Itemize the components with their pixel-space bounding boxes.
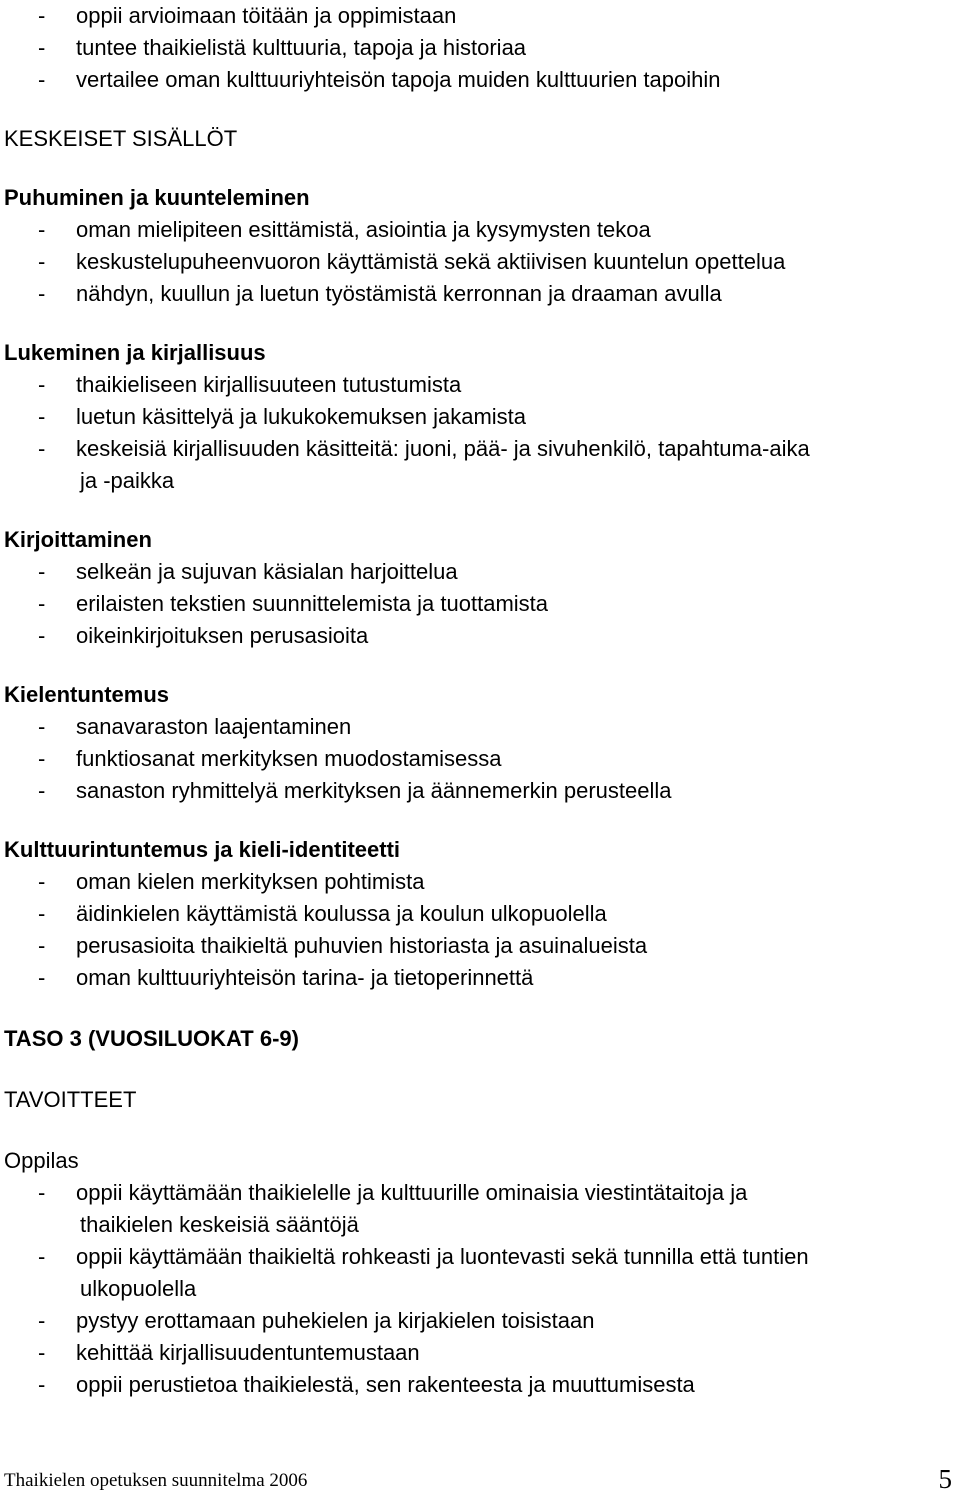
list-dash: -	[38, 559, 46, 584]
list-item-text: oppii perustietoa thaikielestä, sen rakenteesta ja muuttumisesta	[76, 1372, 695, 1397]
spacer	[4, 1055, 954, 1084]
section-title-language: Kielentuntemus	[4, 682, 170, 707]
list-item-text: oppii arvioimaan töitään ja oppimistaan	[76, 3, 457, 28]
level-heading: TASO 3 (VUOSILUOKAT 6-9)	[4, 1026, 299, 1051]
list-dash: -	[38, 591, 46, 616]
list-item-text: oppii käyttämään thaikieltä rohkeasti ja luontevasti sekä tunnilla että tuntien	[76, 1244, 809, 1269]
list-item	[4, 32, 954, 64]
spacer	[4, 155, 954, 182]
list-dash: -	[38, 281, 46, 306]
section-title-speaking: Puhuminen ja kuunteleminen	[4, 185, 310, 210]
list-item-text: selkeän ja sujuvan käsialan harjoittelua	[76, 559, 458, 584]
list-dash: -	[38, 35, 46, 60]
list-item-text: perusasioita thaikieltä puhuvien historiasta ja asuinalueista	[76, 933, 648, 958]
content-heading: KESKEISET SISÄLLÖT	[4, 126, 238, 151]
list-item	[4, 930, 954, 962]
list-dash: -	[38, 217, 46, 242]
spacer	[4, 652, 954, 679]
list-item	[4, 898, 954, 930]
list-item-text: oman kielen merkityksen pohtimista	[76, 869, 425, 894]
footer-page-number: 5	[938, 1464, 952, 1494]
list-item	[4, 1369, 954, 1401]
list-item-text: keskeisiä kirjallisuuden käsitteitä: juoni, pää- ja sivuhenkilö, tapahtuma-aika	[76, 436, 810, 461]
list-item	[4, 620, 954, 652]
list-dash: -	[38, 901, 46, 926]
list-item	[4, 433, 954, 465]
list-dash: -	[38, 249, 46, 274]
list-item-text: tuntee thaikielistä kulttuuria, tapoja ja historiaa	[76, 35, 527, 60]
list-item-text: äidinkielen käyttämistä koulussa ja koulun ulkopuolella	[76, 901, 607, 926]
list-dash: -	[38, 965, 46, 990]
list-item-text: thaikieliseen kirjallisuuteen tutustumista	[76, 372, 462, 397]
list-dash: -	[38, 404, 46, 429]
list-item	[4, 214, 954, 246]
list-item-text: nähdyn, kuullun ja luetun työstämistä kerronnan ja draaman avulla	[76, 281, 722, 306]
list-item-text: luetun käsittelyä ja lukukokemuksen jakamista	[76, 404, 527, 429]
list-item	[4, 1177, 954, 1209]
list-item	[4, 1305, 954, 1337]
list-item	[4, 588, 954, 620]
list-item	[4, 556, 954, 588]
list-dash: -	[38, 869, 46, 894]
list-item-text: sanavaraston laajentaminen	[76, 714, 352, 739]
list-item-text: funktiosanat merkityksen muodostamisessa	[76, 746, 502, 771]
list-item-text: oppii käyttämään thaikielelle ja kulttuurille ominaisia viestintätaitoja ja	[76, 1180, 748, 1205]
page-content	[4, 0, 954, 1401]
goals-heading: TAVOITTEET	[4, 1087, 137, 1112]
list-item-text: kehittää kirjallisuudentuntemustaan	[76, 1340, 420, 1365]
spacer	[4, 807, 954, 834]
section-title-culture: Kulttuurintuntemus ja kieli-identiteetti	[4, 837, 401, 862]
list-item-text: vertailee oman kulttuuriyhteisön tapoja muiden kulttuurien tapoihin	[76, 67, 721, 92]
list-item	[4, 64, 954, 96]
list-item	[4, 743, 954, 775]
section-title-reading: Lukeminen ja kirjallisuus	[4, 340, 266, 365]
pupil-label: Oppilas	[4, 1148, 79, 1173]
spacer	[4, 497, 954, 524]
list-dash: -	[38, 436, 46, 461]
section-title-writing: Kirjoittaminen	[4, 527, 152, 552]
list-item	[4, 1337, 954, 1369]
spacer	[4, 310, 954, 337]
list-item	[4, 401, 954, 433]
list-dash: -	[38, 372, 46, 397]
list-item	[4, 711, 954, 743]
list-item-continuation: thaikielen keskeisiä sääntöjä	[80, 1212, 359, 1237]
list-item	[4, 866, 954, 898]
list-item	[4, 278, 954, 310]
list-item	[4, 962, 954, 994]
list-dash: -	[38, 67, 46, 92]
list-item	[4, 1241, 954, 1273]
list-dash: -	[38, 1180, 46, 1205]
list-dash: -	[38, 746, 46, 771]
spacer	[4, 1116, 954, 1145]
list-item-text: sanaston ryhmittelyä merkityksen ja äännemerkin perusteella	[76, 778, 672, 803]
spacer	[4, 96, 954, 123]
spacer	[4, 994, 954, 1023]
list-item-continuation: ja -paikka	[80, 468, 175, 493]
list-item-continuation: ulkopuolella	[80, 1276, 197, 1301]
list-item-text: oman mielipiteen esittämistä, asiointia ja kysymysten tekoa	[76, 217, 651, 242]
list-item	[4, 369, 954, 401]
list-dash: -	[38, 778, 46, 803]
list-dash: -	[38, 933, 46, 958]
list-dash: -	[38, 1308, 46, 1333]
list-item	[4, 0, 954, 32]
list-item-text: keskustelupuheenvuoron käyttämistä sekä aktiivisen kuuntelun opettelua	[76, 249, 786, 274]
list-dash: -	[38, 1244, 46, 1269]
list-dash: -	[38, 714, 46, 739]
list-item	[4, 246, 954, 278]
list-item-text: erilaisten tekstien suunnittelemista ja tuottamista	[76, 591, 549, 616]
list-dash: -	[38, 1340, 46, 1365]
list-dash: -	[38, 1372, 46, 1397]
list-item-text: oikeinkirjoituksen perusasioita	[76, 623, 369, 648]
footer-document-title: Thaikielen opetuksen suunnitelma 2006	[4, 1470, 308, 1491]
list-item-text: pystyy erottamaan puhekielen ja kirjakielen toisistaan	[76, 1308, 595, 1333]
list-item	[4, 775, 954, 807]
list-item-text: oman kulttuuriyhteisön tarina- ja tietoperinnettä	[76, 965, 534, 990]
list-dash: -	[38, 623, 46, 648]
list-dash: -	[38, 3, 46, 28]
